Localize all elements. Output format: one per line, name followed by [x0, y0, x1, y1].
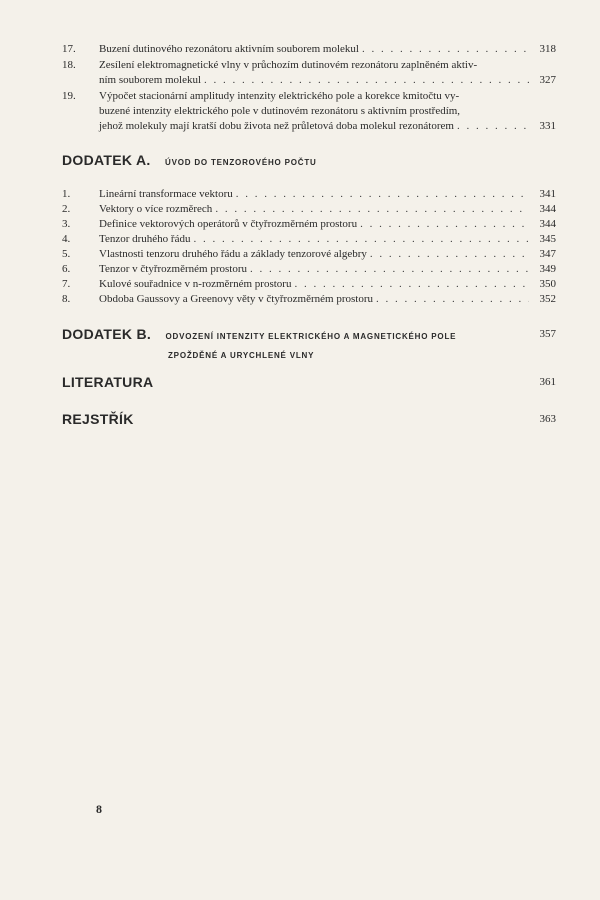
entry-title: Tenzor v čtyřrozměrném prostoru [99, 263, 247, 275]
entry-page: 327 [539, 74, 556, 86]
entry-title: Vlastnosti tenzoru druhého řádu a základy tenzorové algebry [99, 248, 367, 260]
entry-number: 5. [62, 248, 71, 260]
rejstrik-heading [62, 411, 556, 429]
entry-page: 318 [539, 43, 556, 55]
leader-dots [215, 202, 529, 217]
entry-page: 349 [539, 263, 556, 275]
entry-title-line: jehož molekuly mají kratší dobu života než průletová doba molekul rezonátorem [99, 120, 454, 132]
appendix-a-entry [62, 262, 556, 277]
entry-number: 17. [62, 43, 76, 55]
appendix-a-subtitle: ÚVOD DO TENZOROVÉHO POČTU [165, 158, 317, 167]
appendix-a-entry [62, 277, 556, 292]
appendix-a-heading [62, 152, 556, 170]
entry-number: 2. [62, 203, 71, 215]
appendix-b-subtitle: ODVOZENÍ INTENZITY ELEKTRICKÉHO A MAGNETICKÉHO POLE [165, 332, 457, 341]
entry-number: 3. [62, 218, 71, 230]
leader-dots [236, 187, 529, 202]
entry-title: Obdoba Gaussovy a Greenovy věty v čtyřrozměrném prostoru [99, 293, 374, 305]
entry-page: 352 [539, 293, 556, 305]
entry-page: 344 [539, 218, 556, 230]
appendix-b-subtitle-line2: ZPOŽDĚNÉ A URYCHLENÉ VLNY [168, 351, 315, 360]
entry-page: 345 [539, 233, 556, 245]
page-number: 8 [96, 802, 102, 816]
entry-page: 331 [539, 120, 556, 132]
leader-dots [294, 277, 529, 292]
toc-entry-17 [62, 42, 556, 57]
entry-number: 18. [62, 59, 76, 71]
entry-title: Vektory o více rozměrech [99, 203, 213, 215]
literatura-heading [62, 374, 556, 392]
entry-title-line: Zesílení elektromagnetické vlny v průchozím dutinovém rezonátoru zaplněném aktiv- [99, 59, 478, 71]
literatura-title: LITERATURA [62, 374, 154, 390]
appendix-a-entry [62, 187, 556, 202]
entry-title: Definice vektorových operátorů v čtyřrozměrném prostoru [99, 218, 358, 230]
entry-page: 350 [539, 278, 556, 290]
rejstrik-page: 363 [539, 413, 556, 425]
entry-title: Buzení dutinového rezonátoru aktivním souborem molekul [99, 43, 359, 55]
leader-dots [193, 232, 529, 247]
entry-page: 347 [539, 248, 556, 260]
appendix-b-heading [62, 326, 556, 363]
entry-title-line: Výpočet stacionární amplitudy intenzity elektrického pole a korekce kmitočtu vy- [99, 90, 460, 102]
literatura-page: 361 [539, 376, 556, 388]
entry-title-line: ním souborem molekul [99, 74, 202, 86]
appendix-b-page: 357 [539, 328, 556, 340]
leader-dots [457, 119, 529, 134]
entry-title: Tenzor druhého řádu [99, 233, 191, 245]
entry-number: 6. [62, 263, 71, 275]
entry-page: 341 [539, 188, 556, 200]
appendix-a-entry [62, 217, 556, 232]
leader-dots [204, 73, 529, 88]
toc-entry-18 [62, 58, 556, 88]
entry-title: Kulové souřadnice v n-rozměrném prostoru [99, 278, 292, 290]
rejstrik-title: REJSTŘÍK [62, 411, 134, 427]
appendix-a-entry [62, 202, 556, 217]
entry-number: 4. [62, 233, 71, 245]
appendix-b-title: DODATEK B. [62, 326, 152, 342]
entry-number: 7. [62, 278, 71, 290]
entry-title-line: buzené intenzity elektrického pole v dutinovém rezonátoru s aktivním prostředím, [99, 105, 461, 117]
appendix-a-entry [62, 292, 556, 307]
leader-dots [360, 217, 529, 232]
leader-dots [362, 42, 529, 57]
leader-dots [370, 247, 529, 262]
entry-number: 1. [62, 188, 71, 200]
entry-number: 8. [62, 293, 71, 305]
entry-number: 19. [62, 90, 76, 102]
leader-dots [376, 292, 529, 307]
toc-entry-19 [62, 89, 556, 134]
appendix-a-title: DODATEK A. [62, 152, 151, 168]
entry-title: Lineární transformace vektoru [99, 188, 233, 200]
entry-page: 344 [539, 203, 556, 215]
appendix-a-entry [62, 247, 556, 262]
leader-dots [250, 262, 529, 277]
appendix-a-entry [62, 232, 556, 247]
